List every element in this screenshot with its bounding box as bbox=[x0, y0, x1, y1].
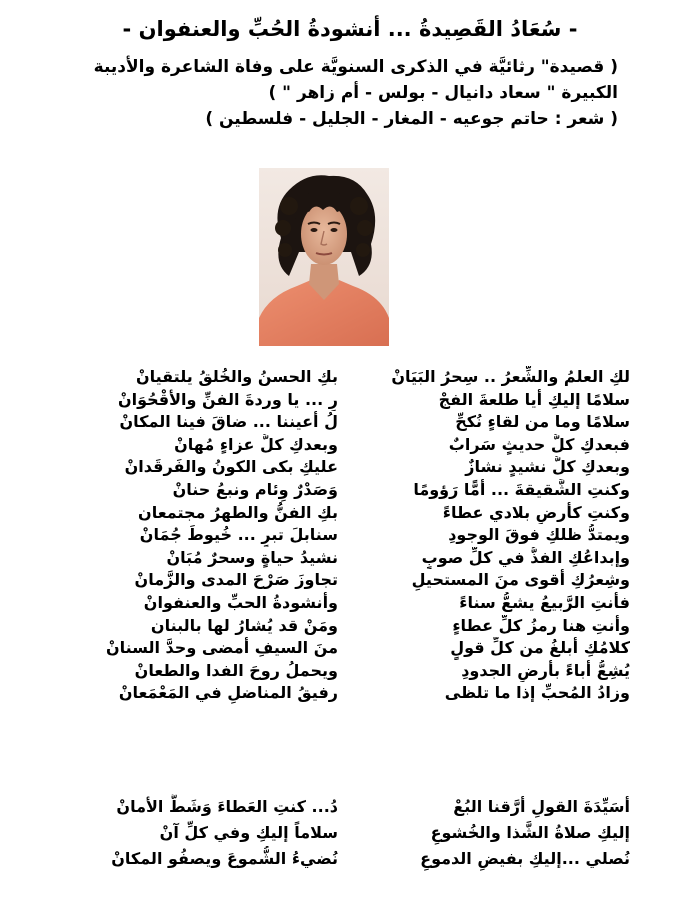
verse-row bbox=[70, 411, 630, 434]
verse-first-hemistich: وإبداعُكِ الفذُّ في كلِّ صوبٍ bbox=[421, 547, 630, 567]
verse-first-hemistich: وشِعرُكِ أقوى منَ المستحيلِ bbox=[411, 570, 630, 590]
verse-row bbox=[70, 524, 630, 547]
verse-second-hemistich: رِ ... يا وردةَ الفنِّ والأقْحُوَانْ bbox=[117, 389, 338, 409]
verse-row bbox=[70, 479, 630, 502]
portrait-photo-icon bbox=[259, 168, 389, 346]
verse-second-hemistich: ومَنْ قد يُشارُ لها بالبنان bbox=[150, 615, 338, 635]
verse-row bbox=[70, 569, 630, 592]
verse-second-hemistich: سلاماً إليكِ وفي كلِّ آنْ bbox=[159, 823, 338, 842]
verse-first-hemistich: وكنتِ الشَّقيقةَ ... أمًّا رَؤومًا bbox=[413, 479, 630, 499]
verse-second-hemistich: وأنشودةُ الحبِّ والعنفوانْ bbox=[143, 592, 338, 612]
verse-row bbox=[70, 366, 630, 389]
verse-second-hemistich: ويحملُ روحَ الفدا والطعانْ bbox=[134, 660, 338, 680]
verse-row bbox=[70, 389, 630, 412]
intro-line-dedicatee: الكبيرة " سعاد دانيال - بولس - أم زاهر " ) bbox=[268, 83, 618, 103]
verse-second-hemistich: وبعدكِ كلُّ عزاءٍ مُهانْ bbox=[174, 434, 338, 454]
verse-second-hemistich: عليكِ بكى الكونُ والفَرقَدانْ bbox=[124, 457, 338, 477]
verse-first-hemistich: ويمتدُّ ظلكِ فوقَ الوجودِ bbox=[448, 525, 630, 545]
verse-first-hemistich: يُشِعُّ أباءً بأرضِ الجدودِ bbox=[461, 660, 630, 680]
verse-second-hemistich: لُ أعيننا ... ضاقَ فينا المكانْ bbox=[119, 412, 338, 432]
poem-title: - سُعَادُ القَصِيدةُ ... أنشودةُ الحُبِّ والعنفوان - bbox=[122, 17, 578, 41]
verse-first-hemistich: أسَيِّدَةَ القولِ أرَّقنا البُعْ bbox=[453, 797, 630, 816]
verse-row bbox=[70, 794, 630, 820]
verse-second-hemistich: منَ السيفِ أمضى وحدَّ السنانْ bbox=[106, 638, 338, 658]
verse-row bbox=[70, 456, 630, 479]
verse-second-hemistich: سنابلَ تبرٍ ... خُيوطَ جُمَانْ bbox=[139, 525, 338, 545]
verse-second-hemistich: رفيقُ المناضلِ في المَعْمَعانْ bbox=[118, 683, 338, 703]
verse-first-hemistich: وأنتِ هنا رمزُ كلِّ عطاءٍ bbox=[452, 615, 630, 635]
verse-first-hemistich: فأنتِ الرَّبيعُ يشعُّ سناءً bbox=[459, 592, 630, 612]
verse-row bbox=[70, 592, 630, 615]
intro-line-author: ( شعر : حاتم جوعيه - المغار - الجليل - فلسطين ) bbox=[205, 109, 618, 129]
verse-first-hemistich: سلامًا إليكِ أيا طلعةَ الفجْ bbox=[438, 389, 630, 409]
verse-second-hemistich: نشيدُ حياةٍ وسحرٌ مُبَانْ bbox=[166, 547, 338, 567]
verse-row bbox=[70, 682, 630, 705]
poem-intro bbox=[80, 54, 618, 132]
verse-second-hemistich: وَصَدْرٌ وِئام ونبعُ حنانْ bbox=[172, 479, 338, 499]
intro-line-dedication: ( قصيدة" رثائيَّة في الذكرى السنويَّة على وفاة الشاعرة والأديبة bbox=[93, 57, 618, 77]
poem-body bbox=[70, 366, 630, 705]
verse-row bbox=[70, 547, 630, 570]
verse-row bbox=[70, 660, 630, 683]
portrait-photo bbox=[259, 168, 389, 346]
verse-first-hemistich: فبعدكِ كلُّ حديثٍ سَرابٌ bbox=[448, 434, 630, 454]
verse-second-hemistich: نُضيءُ الشُّموعَ ويصفُو المكانْ bbox=[111, 849, 338, 868]
verse-row bbox=[70, 846, 630, 872]
poem-final-stanza bbox=[70, 794, 630, 872]
verse-first-hemistich: كلامُكِ أبلغُ من كلِّ قولٍ bbox=[450, 638, 630, 658]
verse-first-hemistich: لكِ العلمُ والشِّعرُ .. سِحرُ البَيَانْ bbox=[391, 367, 630, 386]
verse-first-hemistich: وبعدكِ كلُّ نشيدٍ نشازٌ bbox=[465, 457, 630, 477]
verse-row bbox=[70, 502, 630, 525]
verse-second-hemistich: تجاوزَ صَرْحَ المدى والزَّمانْ bbox=[134, 570, 338, 590]
verse-first-hemistich: نُصلي ...إليكِ بفيضِ الدموعِ bbox=[420, 849, 630, 868]
verse-first-hemistich: وكنتِ كأرضِ بلادي عطاءً bbox=[442, 502, 630, 522]
verse-first-hemistich: سلامًا وما من لقاءٍ نُكحِّ bbox=[455, 412, 630, 432]
verse-row bbox=[70, 820, 630, 846]
verse-first-hemistich: إليكِ صلاةُ الشَّذا والخُشوعِ bbox=[430, 823, 630, 842]
verse-first-hemistich: وزادُ المُحبِّ إذا ما تلظى bbox=[444, 683, 630, 703]
verse-row bbox=[70, 434, 630, 457]
verse-row bbox=[70, 637, 630, 660]
verse-row bbox=[70, 615, 630, 638]
verse-second-hemistich: بكِ الفنُّ والطهرُ مجتمعان bbox=[138, 502, 338, 522]
verse-second-hemistich: بكِ الحسنُ والخُلقُ يلتقيانْ bbox=[135, 367, 338, 386]
verse-second-hemistich: دُ... كنتِ العَطاءَ وَشَطَّ الأمانْ bbox=[116, 797, 338, 816]
